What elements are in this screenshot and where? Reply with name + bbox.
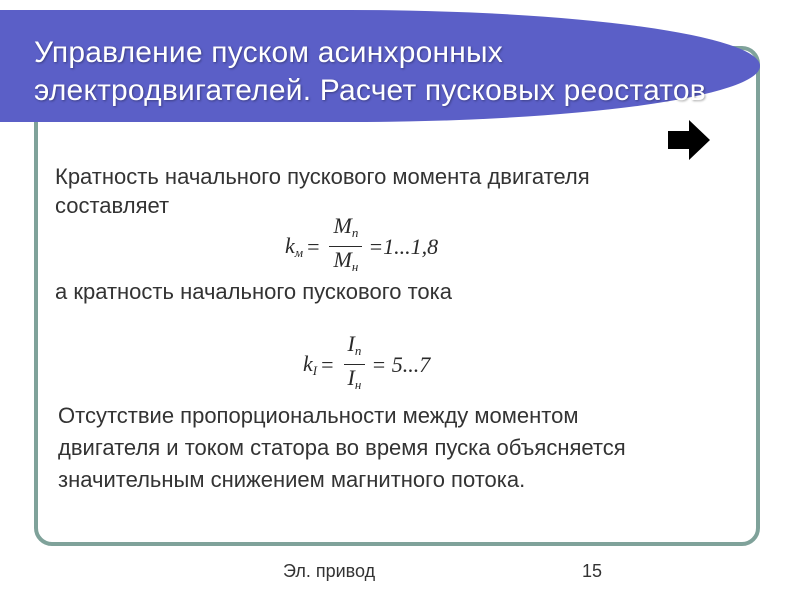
formula1-result: =1...1,8 <box>368 233 439 259</box>
paragraph-current-ratio: а кратность начального пускового тока <box>55 279 452 304</box>
formula2-equals: = <box>321 351 334 377</box>
formula1-equals: = <box>307 233 320 259</box>
current-ratio-formula <box>303 332 430 397</box>
formula1-lhs: $k_м$ <box>285 232 304 260</box>
formula2-numerator: $I_п$ <box>344 332 366 365</box>
paragraph-explanation <box>58 400 626 496</box>
slide-title <box>34 34 724 110</box>
paragraph1-line-2: составляет <box>55 193 170 218</box>
formula1-fraction <box>329 214 362 279</box>
formula1-denominator: $M_н$ <box>333 247 359 274</box>
paragraph3-line-2: двигателя и током статора во время пуска объясняется <box>58 435 626 460</box>
formula2-result: = 5...7 <box>371 351 431 377</box>
paragraph-torque-ratio <box>55 162 590 220</box>
formula2-fraction <box>344 332 366 397</box>
footer-course-name: Эл. привод <box>283 561 376 581</box>
paragraph1-line-1: Кратность начального пускового момента двигателя <box>55 164 590 189</box>
title-line-2: электродвигателей. Расчет пусковых реостатов <box>34 74 706 107</box>
paragraph3-line-1: Отсутствие пропорциональности между моментом <box>58 403 579 428</box>
title-line-1: Управление пуском асинхронных <box>34 36 503 69</box>
formula1-numerator: $M_п$ <box>329 214 362 247</box>
paragraph3-line-3: значительным снижением магнитного потока. <box>58 467 526 492</box>
formula2-denominator: $I_н$ <box>347 365 362 392</box>
page-number: 15 <box>582 561 603 581</box>
formula2-lhs: $k_I$ <box>303 350 318 378</box>
torque-ratio-formula <box>285 214 438 279</box>
right-arrow-icon[interactable] <box>667 118 711 162</box>
